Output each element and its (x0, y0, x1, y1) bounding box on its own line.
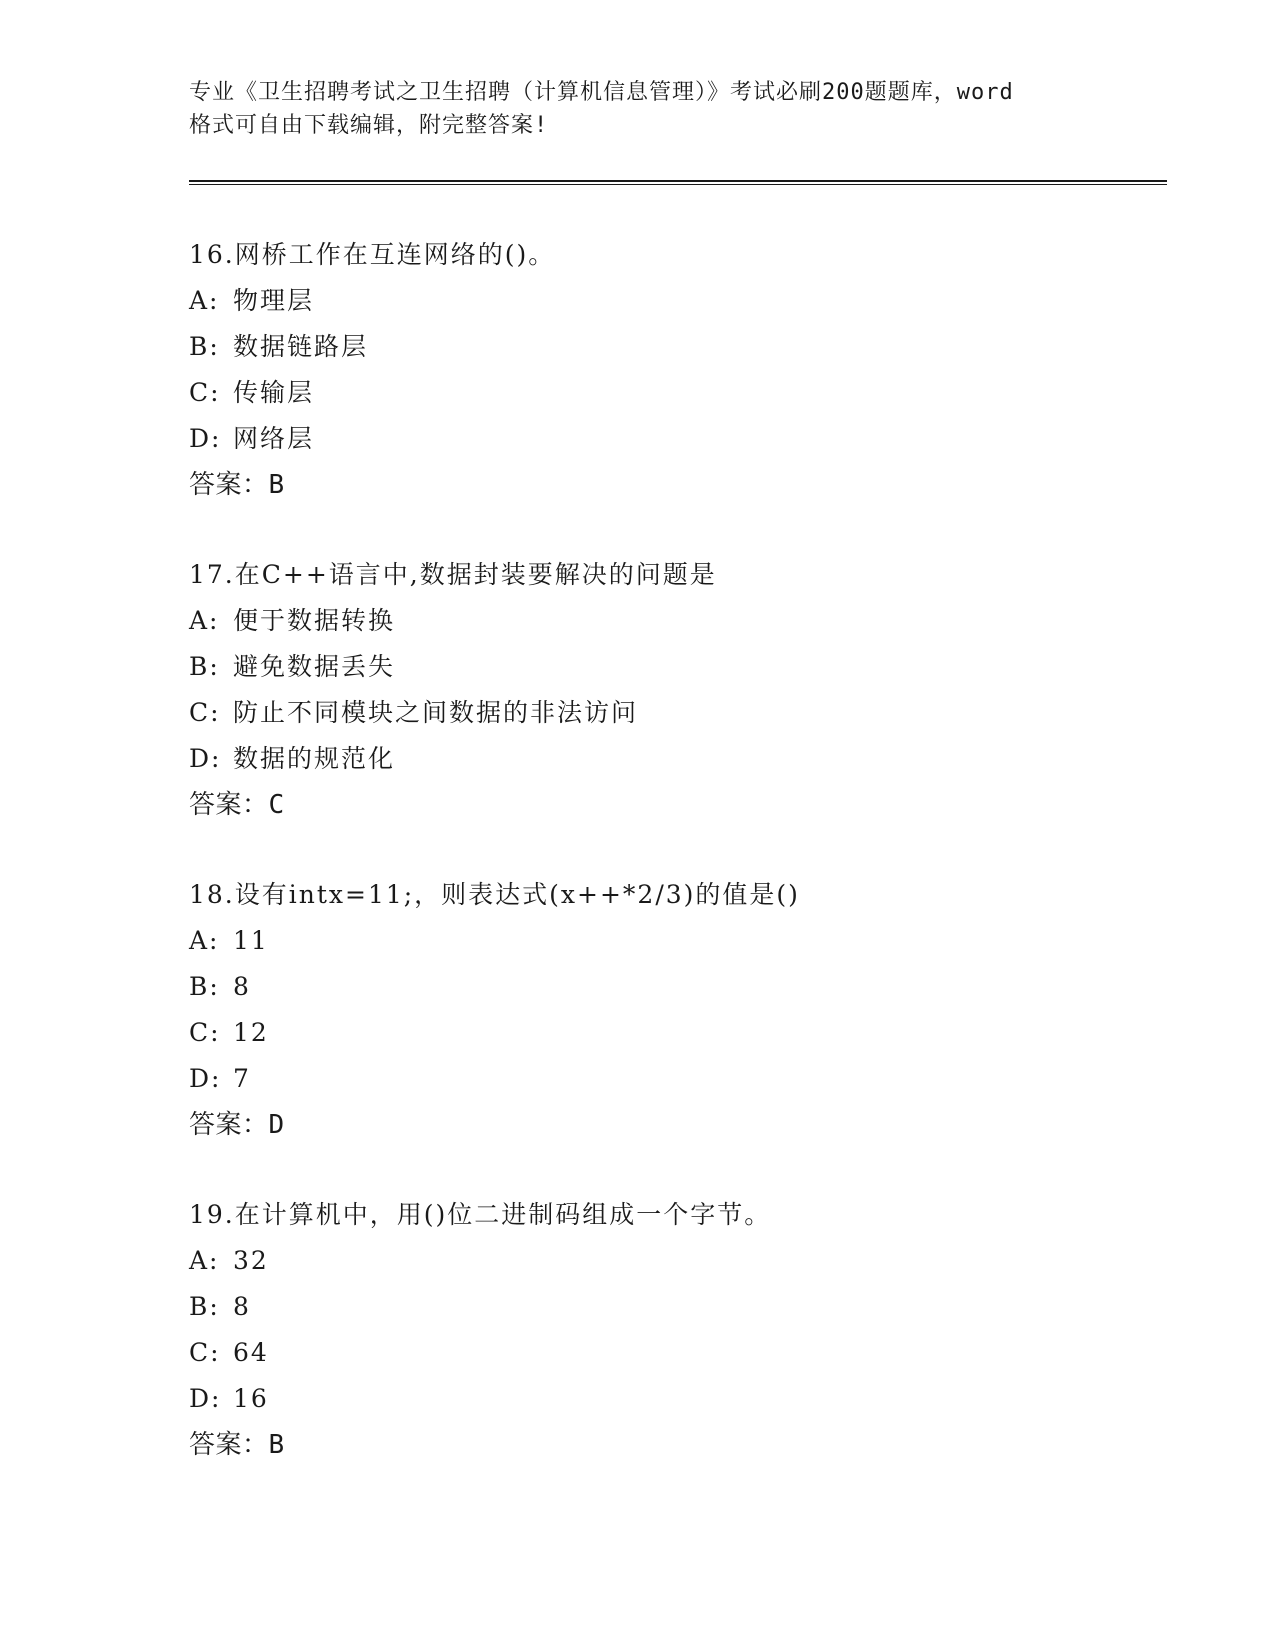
option-b (189, 324, 1169, 370)
option-letter: D: (189, 744, 222, 773)
option-c (189, 1330, 1169, 1376)
answer-line: 答案：B (189, 470, 285, 500)
option-letter: C: (189, 1018, 221, 1047)
option-letter: A: (189, 606, 220, 635)
option-text: 8 (233, 1292, 251, 1321)
question-block (189, 232, 1169, 508)
option-b (189, 1284, 1169, 1330)
option-letter: C: (189, 1338, 221, 1367)
option-letter: A: (189, 1246, 220, 1275)
option-text: 64 (233, 1338, 269, 1367)
question-block (189, 552, 1169, 828)
question-list (189, 232, 1169, 1512)
option-a (189, 278, 1169, 324)
option-d (189, 1056, 1169, 1102)
question-block (189, 872, 1169, 1148)
question-block (189, 1192, 1169, 1468)
option-d (189, 416, 1169, 462)
option-letter: B: (189, 1292, 220, 1321)
option-letter: B: (189, 972, 220, 1001)
option-c (189, 370, 1169, 416)
option-d (189, 1376, 1169, 1422)
header-title-line-1: 专业《卫生招聘考试之卫生招聘（计算机信息管理）》考试必刷200题题库，word (189, 80, 1014, 105)
option-text: 网络层 (233, 424, 315, 453)
option-text: 11 (233, 926, 269, 955)
option-d (189, 736, 1169, 782)
option-a (189, 598, 1169, 644)
option-text: 32 (233, 1246, 269, 1275)
option-text: 防止不同模块之间数据的非法访问 (233, 698, 639, 727)
option-letter: B: (189, 332, 220, 361)
question-stem: 19.在计算机中，用()位二进制码组成一个字节。 (189, 1200, 772, 1229)
option-text: 数据链路层 (233, 332, 369, 361)
option-text: 物理层 (233, 286, 315, 315)
question-stem: 16.网桥工作在互连网络的()。 (189, 240, 556, 269)
option-text: 数据的规范化 (233, 744, 396, 773)
header-divider (189, 180, 1167, 185)
question-stem: 18.设有intx=11;，则表达式(x++*2/3)的值是() (189, 880, 800, 909)
option-text: 便于数据转换 (233, 606, 396, 635)
option-letter: D: (189, 424, 222, 453)
option-letter: A: (189, 286, 220, 315)
option-text: 7 (233, 1064, 251, 1093)
option-letter: A: (189, 926, 220, 955)
option-text: 8 (233, 972, 251, 1001)
option-a (189, 918, 1169, 964)
option-letter: D: (189, 1384, 222, 1413)
option-a (189, 1238, 1169, 1284)
option-c (189, 1010, 1169, 1056)
document-header (189, 76, 1109, 142)
option-text: 16 (233, 1384, 269, 1413)
option-text: 避免数据丢失 (233, 652, 396, 681)
option-b (189, 644, 1169, 690)
option-letter: C: (189, 378, 221, 407)
option-letter: D: (189, 1064, 222, 1093)
answer-line: 答案：B (189, 1430, 285, 1460)
option-b (189, 964, 1169, 1010)
option-c (189, 690, 1169, 736)
question-stem: 17.在C++语言中,数据封装要解决的问题是 (189, 560, 717, 589)
answer-line: 答案：C (189, 790, 285, 820)
option-letter: C: (189, 698, 221, 727)
option-text: 传输层 (233, 378, 315, 407)
option-text: 12 (233, 1018, 269, 1047)
answer-line: 答案：D (189, 1110, 285, 1140)
option-letter: B: (189, 652, 220, 681)
header-title-line-2: 格式可自由下载编辑，附完整答案! (189, 113, 549, 138)
